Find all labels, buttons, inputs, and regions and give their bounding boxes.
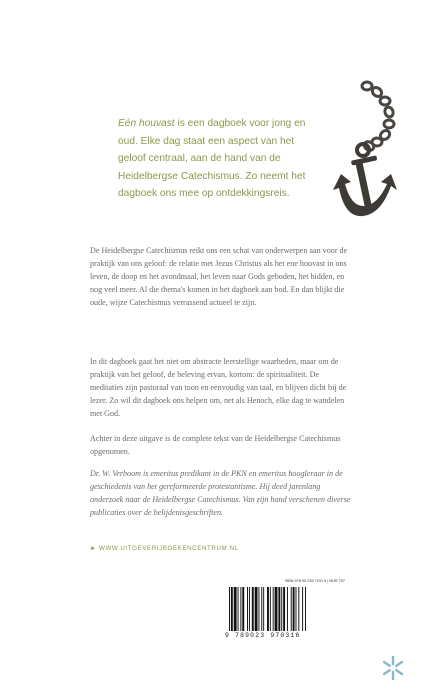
barcode-bar: [238, 587, 239, 631]
barcode-digits: 9 789023 970316: [225, 632, 301, 639]
barcode-bar: [249, 587, 250, 631]
barcode-bar: [252, 587, 254, 631]
anchor-icon: [305, 78, 425, 228]
publisher-logo-icon: [380, 655, 406, 681]
barcode-bar: [263, 587, 264, 631]
barcode-bar: [302, 587, 303, 631]
barcode-bar: [273, 587, 274, 631]
barcode-bar: [247, 587, 248, 631]
barcode-bar: [298, 587, 299, 631]
barcode-bar: [229, 587, 230, 631]
publisher-website[interactable]: ► WWW.UITGEVERIJBOEKENCENTRUM.NL: [90, 545, 239, 552]
barcode-bar: [240, 587, 241, 631]
barcode-bar: [291, 587, 292, 631]
paragraph-3: Achter in deze uitgave is de complete tekst van de Heidelbergse Catechismus opgenomen.: [90, 434, 341, 457]
barcode-bar: [305, 587, 306, 631]
intro-text: is een dagboek voor jong en oud. Elke dag staat een aspect van het geloof centraal, aan de hand van de Heidelbergse Catechismus. Zo neemt het dagboek ons mee op ontdekkingsreis.: [118, 118, 306, 200]
paragraph-2: In dit dagboek gaat het niet om abstracte leerstellige waarheden, maar om de praktijk van het geloof, de beleving ervan, kortom: de spiritualiteit. De meditaties zijn pastoraal van toon en eenvoudig van taal, en blijven dicht bij de lezer. Zo wil dit dagboek ons helpen om, net als Henoch, elke dag te wandelen met God.: [90, 357, 347, 419]
barcode-bar: [283, 587, 285, 631]
barcode-bar: [258, 587, 259, 631]
barcode-bar: [270, 587, 271, 631]
author-bio: Dr. W. Verboom is emeritus predikant in de PKN en emeritus hoogleraar in de geschiedenis van het gereformeerde protestantisme. Hij deed jarenlang onderzoek naar de Heidelbergse Catechismus. Van zijn hand verschenen diverse publicaties over de belijdenisgeschriften.: [90, 469, 351, 518]
barcode-bar: [296, 587, 297, 631]
book-title: Eén houvast: [118, 118, 175, 129]
paragraph-1: De Heidelbergse Catechismus reikt ons een schat van onderwerpen aan voor de praktijk van ons geloof: de relatie met Jezus Christus als het ene houvast in ons leven, de doop en het avondmaal, het leven naar Gods geboden, het bidden, en nog veel meer. Al die thema's komen in het dagboek aan bod. En dan blijkt die oude, wijze Catechismus verrassend actueel te zijn.: [90, 246, 348, 308]
barcode-bar: [231, 587, 233, 631]
barcode-bar: [242, 587, 244, 631]
barcode-bar: [281, 587, 282, 631]
isbn-line: ISBN 978 90 239 7031 6 | NUR 707: [284, 579, 345, 583]
barcode-bar: [267, 587, 269, 631]
barcode-bar: [255, 587, 258, 631]
barcode-bar: [261, 587, 262, 631]
barcode-bar: [278, 587, 280, 631]
barcode-bar: [275, 587, 278, 631]
intro-blurb: [118, 115, 308, 203]
barcode-bar: [293, 587, 295, 631]
barcode-bar: [234, 587, 237, 631]
barcode-box: [225, 579, 345, 641]
barcode: [225, 585, 345, 633]
barcode-bar: [287, 587, 288, 631]
